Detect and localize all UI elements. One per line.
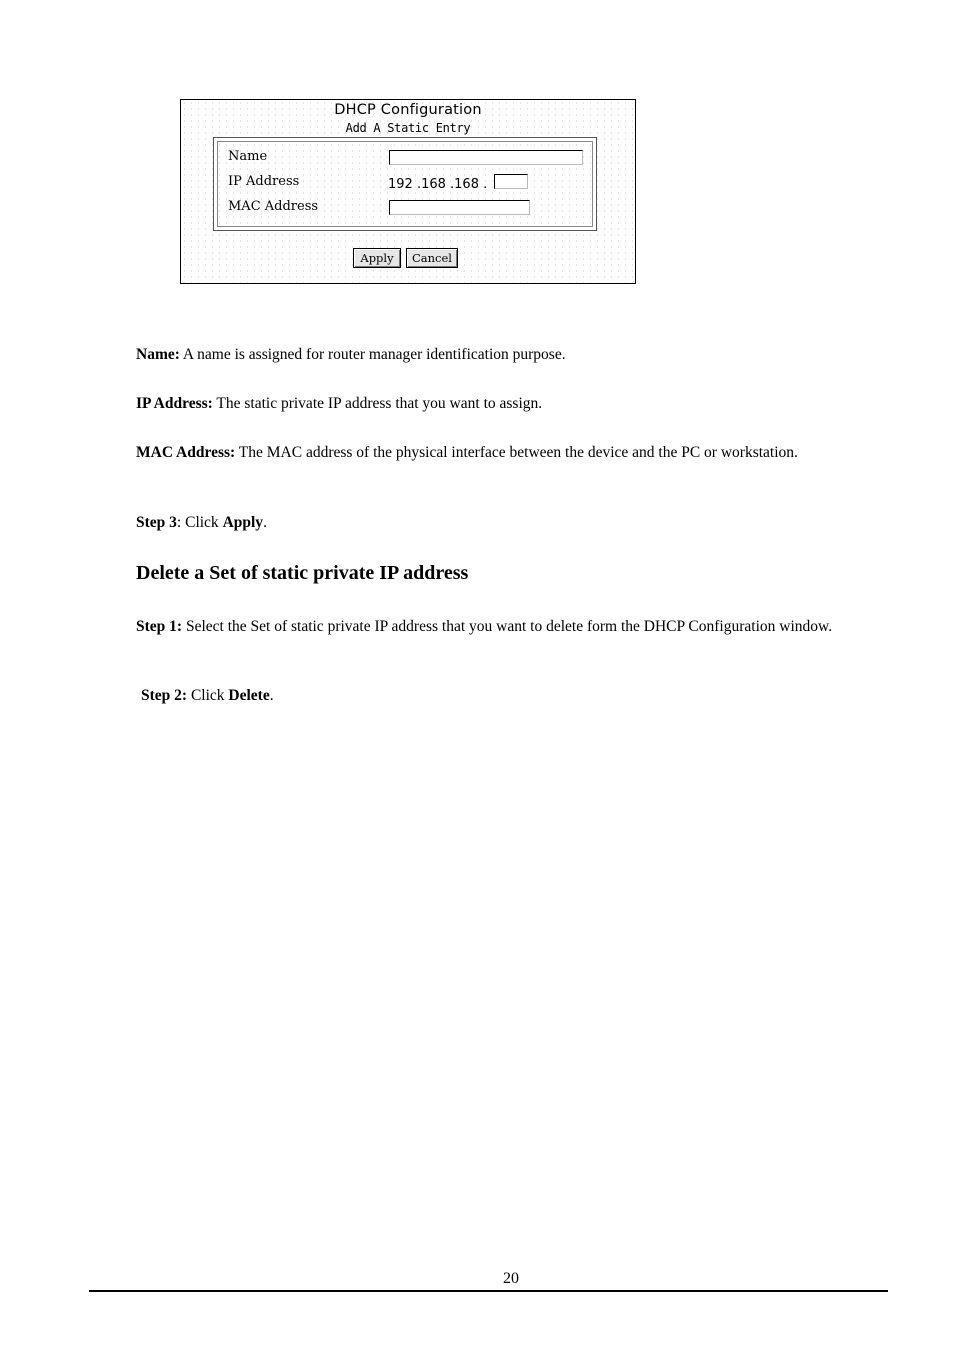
apply-button[interactable]: Apply xyxy=(353,248,401,268)
step3-mid: : Click xyxy=(176,514,223,531)
step3-term: Step 3 xyxy=(136,514,177,531)
step1-text: Select the Set of static private IP address that you want to delete form the DHCP Configuration window. xyxy=(182,618,833,635)
section-heading: Delete a Set of static private IP address xyxy=(136,562,469,584)
panel-title: DHCP Configuration xyxy=(334,102,482,118)
cancel-button[interactable]: Cancel xyxy=(406,248,458,268)
dhcp-config-panel xyxy=(180,99,636,284)
step2-action: Delete xyxy=(228,687,270,704)
ip-description xyxy=(136,393,886,414)
static-entry-form xyxy=(213,137,597,231)
ip-last-octet-input[interactable] xyxy=(494,174,528,189)
name-description xyxy=(136,344,886,365)
ip-text: The static private IP address that you want to assign. xyxy=(212,395,543,412)
mac-address-input[interactable] xyxy=(389,200,530,215)
mac-term: MAC Address: xyxy=(136,444,236,461)
mac-description xyxy=(136,442,886,463)
step-2 xyxy=(141,685,891,706)
footer-rule xyxy=(89,1290,888,1292)
ip-address-label: IP Address xyxy=(228,174,300,189)
step1-term: Step 1: xyxy=(136,618,183,635)
page-number: 20 xyxy=(503,1270,519,1287)
name-term: Name: xyxy=(136,346,180,363)
step2-term: Step 2: xyxy=(141,687,188,704)
panel-subtitle: Add A Static Entry xyxy=(345,121,471,135)
step2-end: . xyxy=(269,687,274,704)
ip-address-prefix: 192 .168 .168 . xyxy=(388,177,488,192)
step3-end: . xyxy=(263,514,267,531)
step-3 xyxy=(136,512,886,533)
ip-term: IP Address: xyxy=(136,395,213,412)
step-1 xyxy=(136,616,886,637)
step3-action: Apply xyxy=(222,514,264,531)
name-text: A name is assigned for router manager identification purpose. xyxy=(179,346,566,363)
mac-text: The MAC address of the physical interface between the device and the PC or workstation. xyxy=(235,444,798,461)
mac-address-label: MAC Address xyxy=(228,199,319,214)
name-label: Name xyxy=(228,149,268,164)
step2-mid: Click xyxy=(187,687,229,704)
name-input[interactable] xyxy=(389,150,583,165)
